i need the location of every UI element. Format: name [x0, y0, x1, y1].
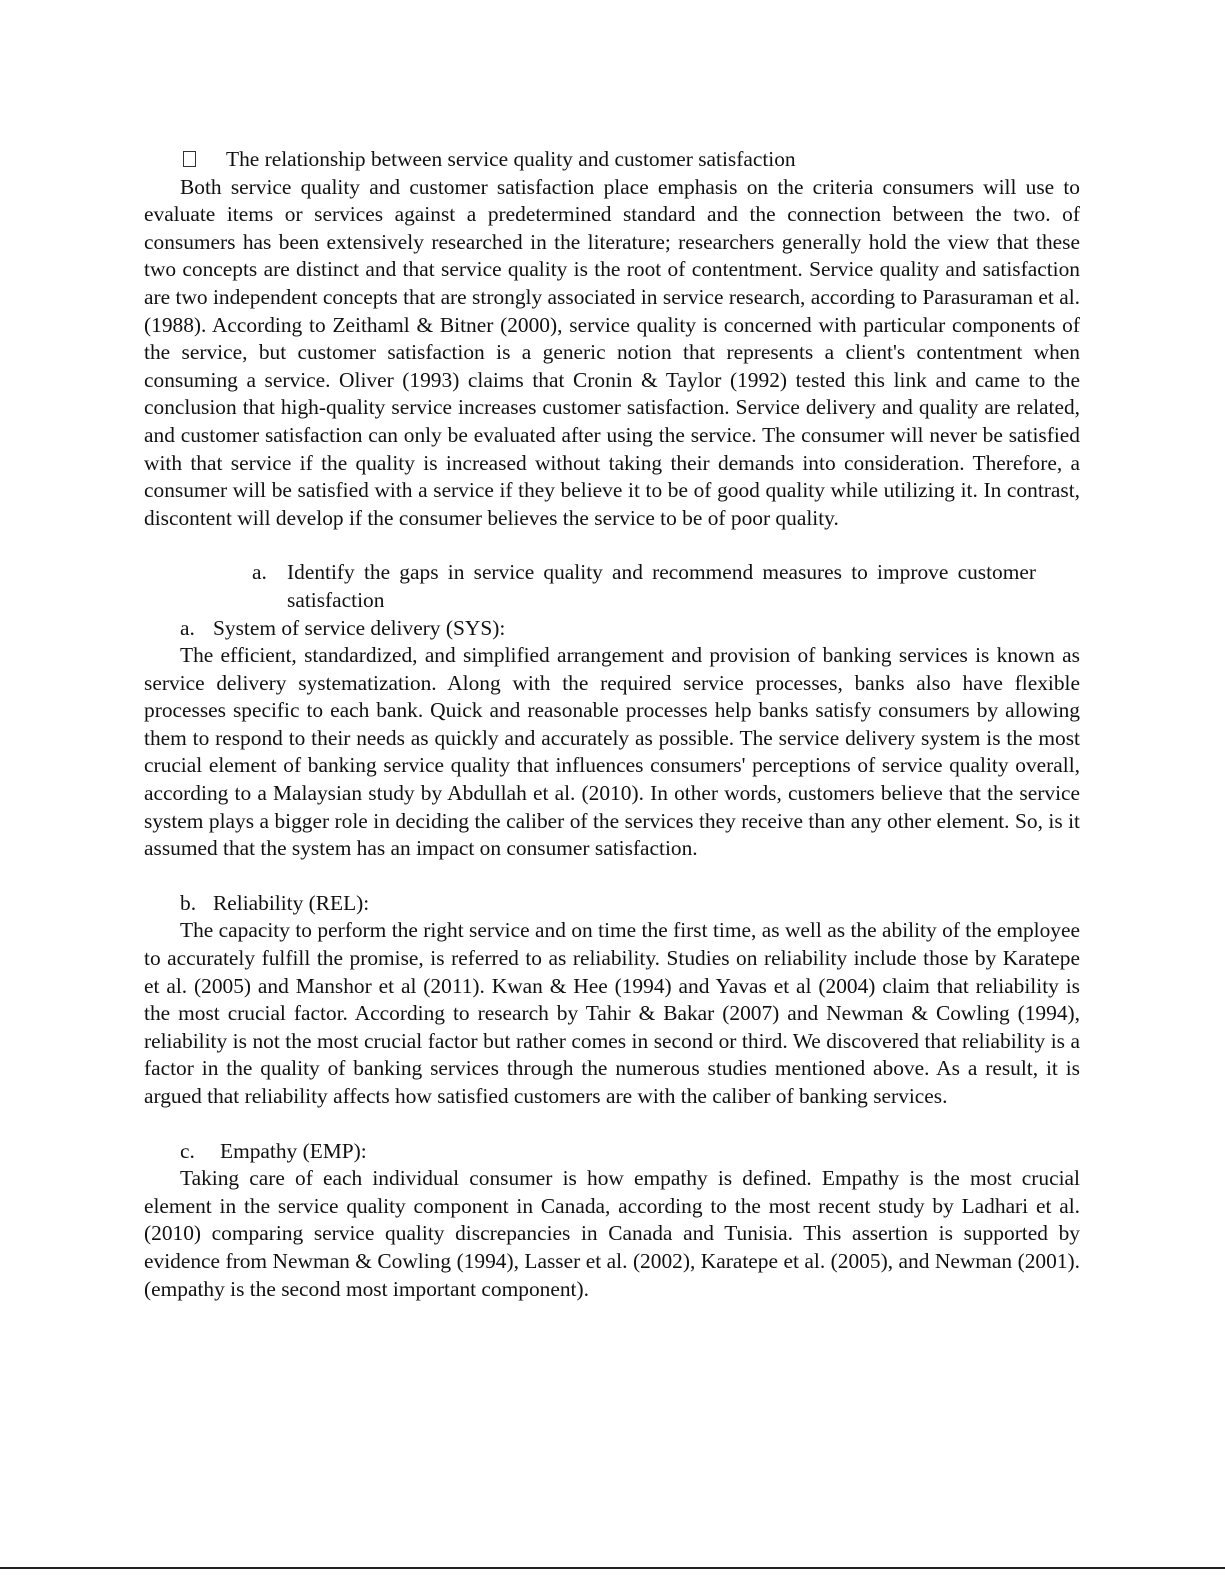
page-bottom-border	[0, 1567, 1225, 1569]
relationship-heading	[144, 146, 1080, 174]
list-marker: a.	[252, 560, 267, 585]
list-marker: a.	[180, 615, 195, 640]
rel-heading	[144, 890, 1080, 918]
emp-paragraph: Taking care of each individual consumer is how empathy is defined. Empathy is the most crucial element in the service quality component in Canada, according to the most recent study by Ladhari et al. (2010) comparing service quality discrepancies in Canada and Tunisia. This assertion is supported by evidence from Newman & Cowling (1994), Lasser et al. (2002), Karatepe et al. (2005), and Newman (2001). (empathy is the second most important component).	[144, 1166, 1080, 1301]
list-marker: b.	[180, 890, 197, 915]
document-body	[144, 146, 1080, 1303]
rel-heading-text: Reliability (REL):	[213, 890, 370, 915]
gaps-heading	[144, 559, 1080, 614]
list-marker: c.	[180, 1138, 195, 1163]
emp-heading	[144, 1138, 1080, 1166]
spacer	[144, 863, 1080, 890]
emp-heading-text: Empathy (EMP):	[220, 1138, 367, 1163]
spacer	[144, 1111, 1080, 1138]
relationship-paragraph: Both service quality and customer satisfaction place emphasis on the criteria consumers will use to evaluate items or services against a predetermined standard and the connection between the two. of consumers has been extensively researched in the literature; researchers generally hold the view that these two concepts are distinct and that service quality is the root of contentment. Service quality and satisfaction are two independent concepts that are strongly associated in service research, according to Parasuraman et al. (1988). According to Zeithaml & Bitner (2000), service quality is concerned with particular components of the service, but customer satisfaction is a generic notion that represents a client's contentment when consuming a service. Oliver (1993) claims that Cronin & Taylor (1992) tested this link and came to the conclusion that high-quality service increases customer satisfaction. Service delivery and quality are related, and customer satisfaction can only be evaluated after using the service. The consumer will never be satisfied with that service if the quality is increased without taking their demands into consideration. Therefore, a consumer will be satisfied with a service if they believe it to be of good quality while utilizing it. In contrast, discontent will develop if the consumer believes the service to be of poor quality.	[144, 174, 1080, 530]
relationship-heading-text: The relationship between service quality and customer satisfaction	[226, 147, 796, 171]
rel-paragraph: The capacity to perform the right service and on time the first time, as well as the ability of the employee to accurately fulfill the promise, is referred to as reliability. Studies on reliability include those by Karatepe et al. (2005) and Manshor et al (2011). Kwan & Hee (1994) and Yavas et al (2004) claim that reliability is the most crucial factor. According to research by Tahir & Bakar (2007) and Newman & Cowling (1994), reliability is not the most crucial factor but rather comes in second or third. We discovered that reliability is a factor in the quality of banking services through the numerous studies mentioned above. As a result, it is argued that reliability affects how satisfied customers are with the caliber of banking services.	[144, 918, 1080, 1108]
gaps-heading-text: Identify the gaps in service quality and recommend measures to improve customer satisfaction	[287, 560, 1036, 612]
sys-paragraph: The efficient, standardized, and simplified arrangement and provision of banking services is known as service delivery systematization. Along with the required service processes, banks also have flexible processes specific to each bank. Quick and reasonable processes help banks satisfy consumers by allowing them to respond to their needs as quickly and accurately as possible. The service delivery system is the most crucial element of banking service quality that influences consumers' perceptions of service quality overall, according to a Malaysian study by Abdullah et al. (2010). In other words, customers believe that the service system plays a bigger role in deciding the caliber of the services they receive than any other element. So, is it assumed that the system has an impact on consumer satisfaction.	[144, 643, 1080, 861]
sys-heading	[144, 615, 1080, 643]
checkbox-bullet-icon	[183, 151, 196, 167]
sys-heading-text: System of service delivery (SYS):	[213, 615, 506, 640]
spacer	[144, 532, 1080, 559]
